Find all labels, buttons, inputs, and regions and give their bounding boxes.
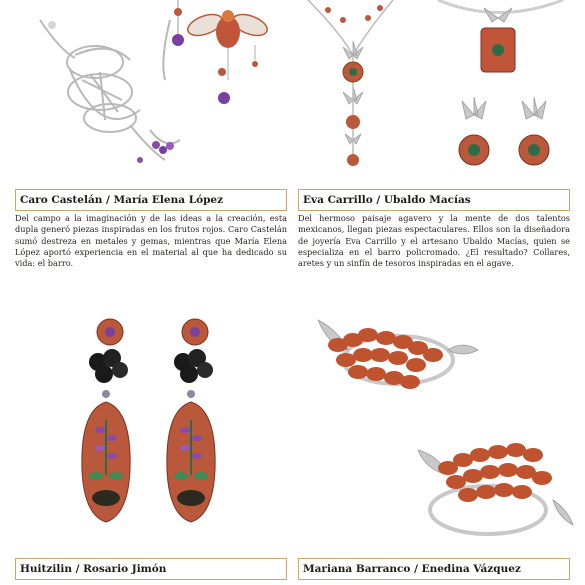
clay-earrings-illustration <box>0 300 290 552</box>
panel-description: Del campo a la imaginación y de las ideas a la creación, esta dupla generó piezas inspiradas en los frutos rojos. Caro Castelán sumó destreza en metales y gemas, mientras que María Elena López aportó experiencia en el material al que ha dedicado su vida: el barro. <box>15 213 287 269</box>
jewelry-photo-rings <box>298 300 585 552</box>
panel-description: Del hermoso paisaje agavero y la mente de dos talentos mexicanos, llegan piezas espectaculares. Ellos son la diseñadora de joyería Eva Carrillo y el artesano Ubaldo Macías, quien se especializa en el barro policromado. ¿El resultado? Collares, aretes y un sinfín de tesoros inspiradas en el agave. <box>298 213 570 269</box>
red-fruits-jewelry-illustration <box>0 0 290 185</box>
agave-jewelry-illustration <box>298 0 585 185</box>
jewelry-photo-earrings <box>0 300 290 552</box>
panel-title: Mariana Barranco / Enedina Vázquez <box>298 558 570 580</box>
jewelry-photo-red-fruits <box>0 0 290 185</box>
panel-title: Caro Castelán / María Elena López <box>15 189 287 211</box>
panel-title: Huitzilin / Rosario Jimón <box>15 558 287 580</box>
jewelry-photo-agave <box>298 0 585 185</box>
panel-title: Eva Carrillo / Ubaldo Macías <box>298 189 570 211</box>
clay-bead-rings-illustration <box>298 300 585 552</box>
